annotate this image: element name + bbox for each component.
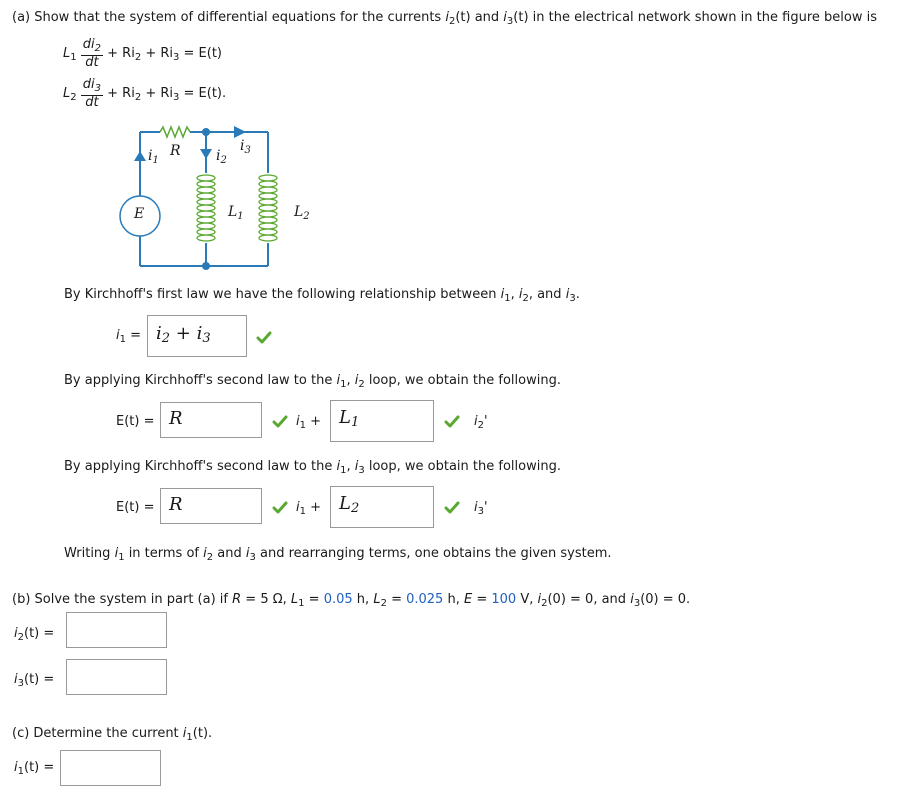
loop12-mid: $i_1$ + xyxy=(296,414,322,431)
part-b-question: (b) Solve the system in part (a) if R = 5 Ω, $L_1 = 0.05$ h, $L_2 = 0.025$ h, E = 100 V, $i_2(0) = 0$, and $i_3(0) = 0$. xyxy=(12,592,691,609)
given-l2-value: 0.025 xyxy=(406,592,444,607)
i2-answer-label: $i_2(t)$ = xyxy=(14,626,55,643)
inductor-l2 xyxy=(259,175,277,241)
part-a-question: (a) Show that the system of differential equations for the currents $i_2(t)$ and $i_3(t)$ in the electrical network shown in the figure below is xyxy=(12,10,877,27)
i1-answer-input[interactable] xyxy=(60,750,161,786)
correct-check-icon xyxy=(444,415,460,429)
node-top xyxy=(202,128,210,136)
arrow-i3 xyxy=(234,126,246,138)
loop12-answer2-box[interactable] xyxy=(330,400,434,442)
part-c-question: (c) Determine the current $i_1(t)$. xyxy=(12,726,213,743)
correct-check-icon xyxy=(444,501,460,515)
loop12-answer1-box[interactable] xyxy=(160,402,262,438)
loop13-lhs: E(t) = xyxy=(116,500,155,515)
circuit-label-i2: $i_2$ xyxy=(216,148,227,166)
loop12-tail: $i_2'$ xyxy=(474,414,488,431)
i1-answer-label: $i_1(t)$ = xyxy=(14,760,55,777)
circuit-label-r: R xyxy=(170,143,181,159)
kirchhoff-first-law-text: By Kirchhoff's first law we have the following relationship between $i_1$, $i_2$, and $i_3$. xyxy=(64,287,580,304)
part-a-closing-text: Writing $i_1$ in terms of $i_2$ and $i_3$ and rearranging terms, one obtains the given system. xyxy=(64,546,612,563)
loop12-answer2: $L_1$ xyxy=(339,407,360,430)
loop12-answer1: R xyxy=(169,408,183,429)
given-e-value: 100 xyxy=(491,592,517,607)
circuit-label-l1: $L_1$ xyxy=(228,204,244,222)
kirchhoff-second-loop12-text: By applying Kirchhoff's second law to the $i_1$, $i_2$ loop, we obtain the following. xyxy=(64,373,561,390)
derivative-fraction: $\frac{di_3}{dt}$ xyxy=(82,77,102,110)
given-l1-value: 0.05 xyxy=(323,592,353,607)
resistor-symbol xyxy=(160,127,190,137)
loop13-mid: $i_1$ + xyxy=(296,500,322,517)
correct-check-icon xyxy=(272,415,288,429)
loop13-tail: $i_3'$ xyxy=(474,500,488,517)
derivative-fraction: $\frac{di_2}{dt}$ xyxy=(82,37,102,70)
i2-answer-input[interactable] xyxy=(66,612,167,648)
correct-check-icon xyxy=(272,501,288,515)
loop13-answer2-box[interactable] xyxy=(330,486,434,528)
loop13-answer1: R xyxy=(169,494,183,515)
circuit-label-i1: $i_1$ xyxy=(148,148,159,166)
equation-2: $L_2$ $\frac{di_3}{dt}$ + $Ri_2 + Ri_3 = E(t)$. xyxy=(63,77,227,110)
correct-check-icon xyxy=(256,331,272,345)
i3-answer-input[interactable] xyxy=(66,659,167,695)
arrow-i1 xyxy=(134,151,146,161)
loop12-lhs: E(t) = xyxy=(116,414,155,429)
equation-1: $L_1$ $\frac{di_2}{dt}$ + $Ri_2 + Ri_3 = E(t)$ xyxy=(63,37,223,70)
inductor-l1 xyxy=(197,175,215,241)
kirchhoff-first-lhs: $i_1$ = xyxy=(116,328,142,345)
arrow-i2 xyxy=(200,149,212,159)
circuit-label-l2: $L_2$ xyxy=(294,204,310,222)
kirchhoff-first-answer: $i_2 + i_3$ xyxy=(156,323,211,346)
circuit-label-e: E xyxy=(134,206,145,222)
kirchhoff-first-answer-box[interactable] xyxy=(147,315,247,357)
kirchhoff-second-loop13-text: By applying Kirchhoff's second law to the $i_1$, $i_3$ loop, we obtain the following. xyxy=(64,459,561,476)
circuit-diagram xyxy=(110,118,310,278)
loop13-answer1-box[interactable] xyxy=(160,488,262,524)
node-bottom xyxy=(202,262,210,270)
circuit-label-i3: $i_3$ xyxy=(240,138,251,156)
loop13-answer2: $L_2$ xyxy=(339,493,360,516)
i3-answer-label: $i_3(t)$ = xyxy=(14,672,55,689)
